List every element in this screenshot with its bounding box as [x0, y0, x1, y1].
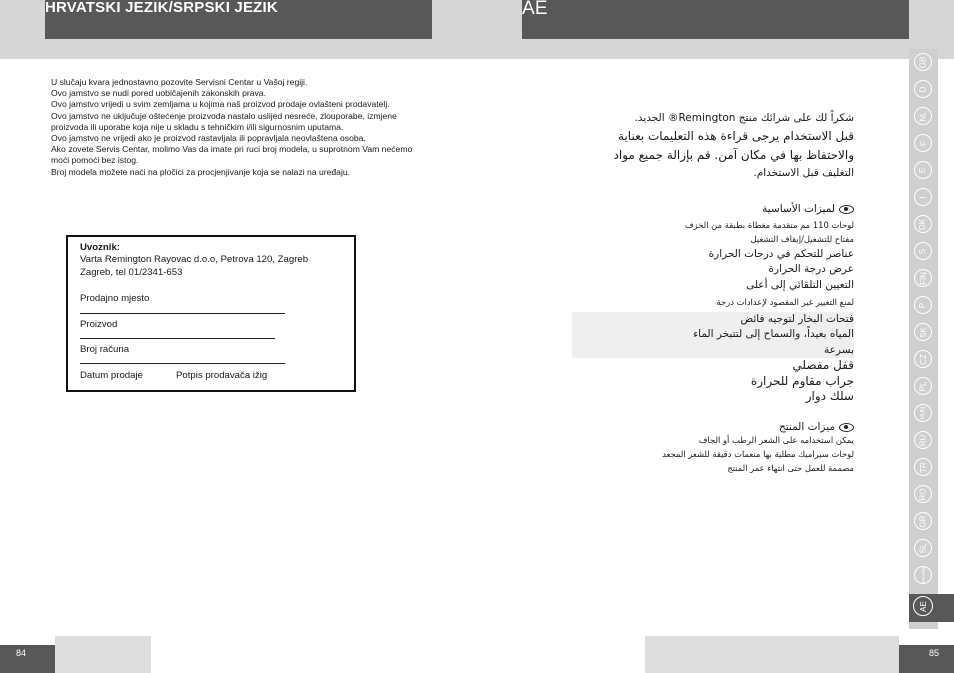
- warranty-paragraph: Ovo jamstvo ne uključuje oštećenje proizvoda nastalo uslijed nesreće, zlouporabe, izmjene proizvoda ili uporabe koja nije u skladu s tehničkim i/ili sigurnosnim uputama.: [51, 110, 397, 132]
- language-tab-s[interactable]: S: [914, 242, 932, 260]
- language-tab-sl[interactable]: SL: [914, 539, 932, 557]
- footer-left-light: [55, 636, 151, 673]
- right-page-header: [522, 0, 909, 39]
- warranty-paragraph: U slučaju kvara jednostavno pozovite Servisni Centar u Vašoj regiji.: [51, 77, 308, 87]
- arabic-intro-line: قبل الاستخدام يرجى قراءة هذه التعليمات بعناية: [618, 129, 854, 143]
- product-feature-item: لوحات سيراميك مطلية بها منعمات دقيقة للشعر المجعد: [662, 449, 854, 459]
- invoice-number-line: [80, 363, 285, 364]
- product-line: [80, 338, 275, 339]
- right-page-title: AE: [522, 0, 548, 19]
- product-feature-item: مصممة للعمل حتى انتهاء عمر المنتج: [727, 463, 854, 473]
- sale-date-label: Datum prodaje: [80, 370, 143, 381]
- warranty-paragraph: Ovo jamstvo ne vrijedi ako je proizvod rastavljala ili popravljala neovlaštena osoba.: [51, 133, 366, 144]
- language-tab-i[interactable]: I: [914, 188, 932, 206]
- product-features-title-text: ميزات المنتج: [778, 421, 835, 433]
- main-feature-item: بسرعة: [824, 344, 854, 356]
- warranty-paragraph: Broj modela možete naći na pločici za procjenjivanje koja se nalazi na uređaju.: [51, 166, 351, 177]
- language-tab-pl[interactable]: PL: [914, 377, 932, 395]
- language-tab-nl[interactable]: NL: [914, 107, 932, 125]
- main-feature-item: لمنع التغيير غير المقصود لإعدادات درجة: [716, 297, 854, 307]
- warranty-paragraph: Ako zovete Servis Centar, molimo Vas da imate pri ruci broj modela, u suprotnom Vam nećemo moći pomoći bez istog.: [51, 144, 413, 166]
- main-feature-item: مفتاح للتشغيل/إيقاف التشغيل: [750, 234, 854, 244]
- warranty-paragraph: Ovo jamstvo vrijedi u svim zemljama u kojima naš proizvod prodaje ovlašteni prodavatelj.: [51, 99, 390, 110]
- left-page-header: [45, 0, 432, 39]
- warranty-paragraph: Ovo jamstvo se nudi pored uobičajenih zakonskih prava.: [51, 88, 266, 99]
- footer-right-light: [645, 636, 899, 673]
- language-tab-hr-srb[interactable]: HR/SRB: [914, 566, 932, 584]
- arabic-intro-line: والاحتفاظ بها في مكان آمن. قم بإزالة جميع مواد: [613, 148, 854, 162]
- main-feature-item: سلك دوار: [805, 389, 854, 403]
- product-label: Proizvod: [80, 319, 118, 330]
- language-tab-d[interactable]: D: [914, 80, 932, 98]
- warranty-text: [51, 77, 431, 178]
- language-tab-sk[interactable]: SK: [914, 323, 932, 341]
- left-page-title: HRVATSKI JEZIK/SRPSKI JEZIK: [45, 0, 278, 16]
- place-of-sale-line: [80, 313, 285, 314]
- language-tab-cz[interactable]: CZ: [914, 350, 932, 368]
- seller-signature-label: Potpis prodavača ižig: [176, 370, 268, 381]
- language-tab-f[interactable]: F: [914, 134, 932, 152]
- main-feature-item: المياه بعيداً، والسماح إلى لتتبخر الماء: [693, 328, 854, 340]
- language-tab-fin[interactable]: FIN: [914, 269, 932, 287]
- language-tab-ru[interactable]: RU: [914, 431, 932, 449]
- language-tab-tr[interactable]: TR: [914, 458, 932, 476]
- language-tab-ae[interactable]: AE: [913, 596, 933, 616]
- product-features-title: [779, 421, 854, 433]
- main-features-title: [762, 203, 854, 215]
- main-feature-item: قفل مفصلي: [792, 358, 854, 372]
- main-feature-item: جراب مقاوم للحرارة: [750, 374, 854, 388]
- eye-icon: [839, 205, 854, 214]
- importer-card: [66, 235, 356, 392]
- language-tab-gb[interactable]: GB: [914, 53, 932, 71]
- footer-left-page-number: 84: [0, 645, 55, 673]
- language-tab-p[interactable]: P: [914, 296, 932, 314]
- main-feature-item: لوحات 110 مم متقدمة مغطاة بطبقة من الخزف: [684, 220, 854, 230]
- main-feature-item: عناصر للتحكم في درجات الحرارة: [708, 248, 854, 260]
- arabic-intro-line: التغليف قبل الاستخدام.: [753, 167, 854, 179]
- importer-address: Varta Remington Rayovac d.o.o, Petrova 120, Zagreb: [80, 254, 309, 265]
- language-tab-hun[interactable]: HUN: [914, 404, 932, 422]
- importer-label: Uvoznik:: [80, 242, 120, 253]
- language-tab-ro[interactable]: RO: [914, 485, 932, 503]
- footer-right-page-number: 85: [899, 645, 954, 673]
- language-tab-dk[interactable]: DK: [914, 215, 932, 233]
- place-of-sale-label: Prodajno mjesto: [80, 293, 150, 304]
- arabic-intro-line: شكراً لك على شرائك منتج Remington® الجديد.: [634, 112, 854, 124]
- main-feature-item: التعيين التلقائي إلى أعلى: [746, 279, 854, 291]
- main-features-title-text: لميزات الأساسية: [762, 203, 835, 215]
- eye-icon: [839, 423, 854, 432]
- main-feature-item: فتحات البخار لتوجيه فائض: [740, 313, 854, 325]
- main-feature-item: عرض درجة الحرارة: [768, 263, 854, 275]
- invoice-number-label: Broj računa: [80, 344, 130, 355]
- language-tab-e[interactable]: E: [914, 161, 932, 179]
- importer-phone: Zagreb, tel 01/2341-653: [80, 267, 183, 278]
- language-tab-gr[interactable]: GR: [914, 512, 932, 530]
- product-feature-item: يمكن استخدامه على الشعر الرطب أو الجاف: [698, 435, 854, 445]
